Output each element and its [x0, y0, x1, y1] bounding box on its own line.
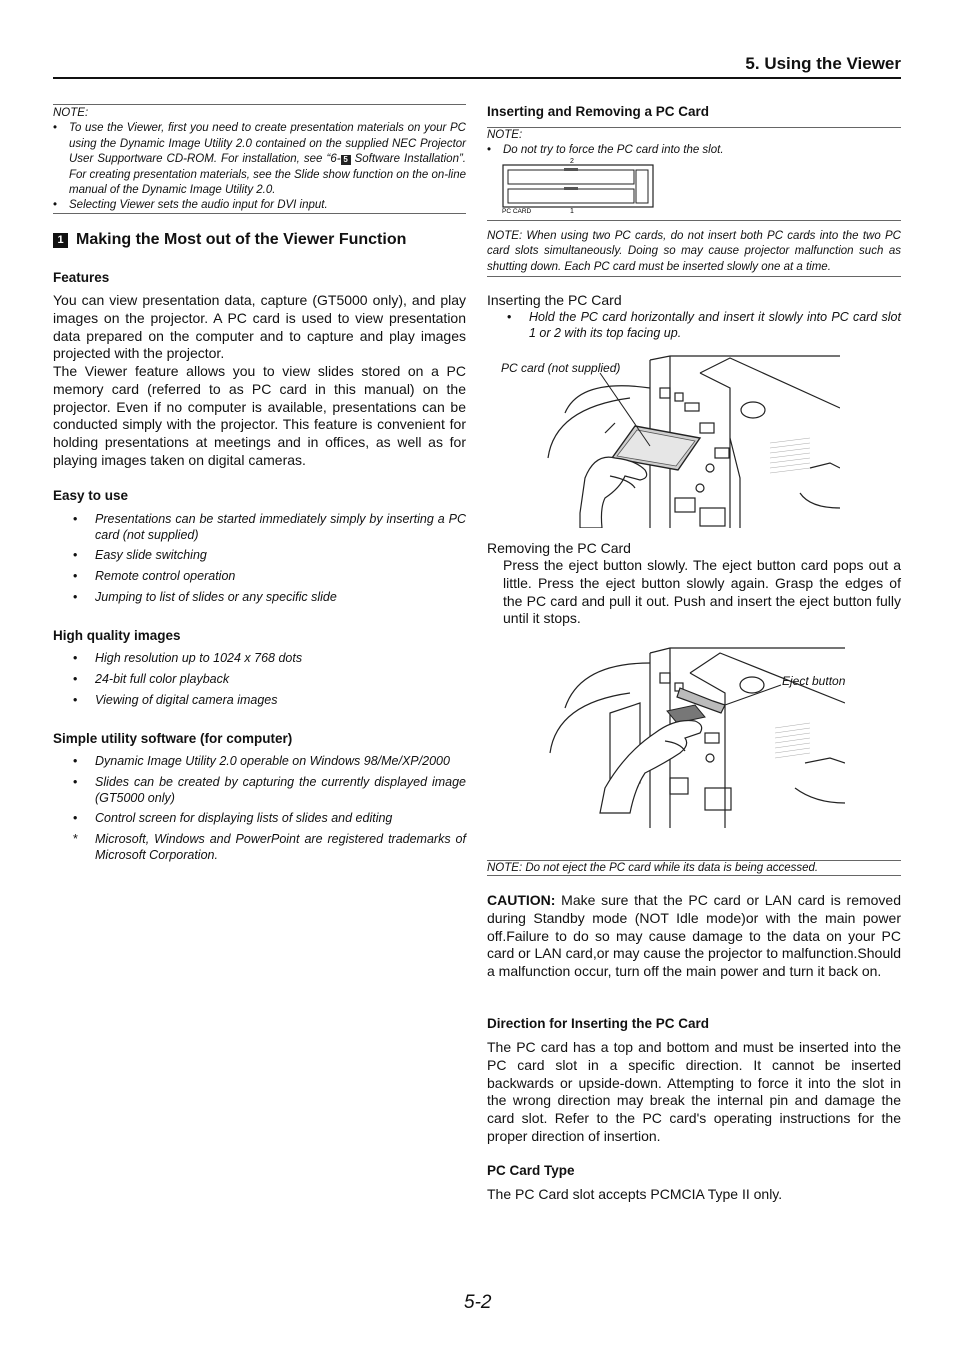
note-bullet-force: • Do not try to force the PC card into the slot.	[487, 143, 901, 158]
list-item: • Slides can be created by capturing the currently displayed image (GT5000 only)	[73, 775, 466, 805]
list-item: • Control screen for displaying lists of slides and editing	[73, 811, 393, 825]
section-heading	[53, 231, 466, 249]
eject-card-illustration	[545, 633, 845, 828]
two-cards-note: NOTE: When using two PC cards, do not insert both PC cards into the two PC card slots simultaneously. Doing so may cause projector malfunction such as shutting down. Each PC card must be inserted slowly one at a time.	[487, 230, 901, 273]
note-bullet-text-a: To use the Viewer, first you need to create presentation materials on your PC using the Dynamic Image Utility 2.0 contained on the supplied NEC Projector User Supportware CD-ROM. For installation, see “6-	[69, 122, 466, 166]
note-bottom-rule	[53, 213, 466, 214]
slot-number-1: 1	[570, 208, 574, 215]
list-item: • Jumping to list of slides or any specific slide	[73, 590, 337, 604]
list-item: • 24-bit full color playback	[73, 672, 230, 686]
cardtype-paragraph: The PC Card slot accepts PCMCIA Type II only.	[487, 1186, 783, 1202]
slot-label: PC CARD	[502, 208, 532, 215]
section-number-icon: 5	[341, 155, 351, 165]
cardtype-heading: PC Card Type	[487, 1163, 575, 1178]
insert-card-illustration	[540, 348, 840, 528]
header-rule	[53, 77, 901, 79]
remove-instructions: Press the eject button slowly. The eject button card pops out a little. Press the eject button slowly again. Grasp the edges of the PC card and pull it out. Push and insert the eject button fully until it stops.	[503, 557, 901, 627]
direction-paragraph: The PC card has a top and bottom and must be inserted into the PC card slot in a specific direction. It cannot be inserted backwards or upside-down. Attempting to force it into the slot in the wrong direction may break the internal pin and damage the card slot. Refer to the PC card's operating instructions for the proper direction of insertion.	[487, 1039, 901, 1144]
list-item: • Easy slide switching	[73, 548, 207, 562]
hand	[580, 457, 647, 528]
features-paragraph-2: The Viewer feature allows you to view slides stored on a PC memory card (referred to as PC card in this manual) on the projector. Even if no computer is available, presentations can be conducted simply with the projector. This feature is convenient for holding presentations at meetings and in offices, as well as for playing images taken on digital cameras.	[53, 363, 466, 468]
caution-label: CAUTION:	[487, 892, 556, 908]
list-item: • Dynamic Image Utility 2.0 operable on Windows 98/Me/XP/2000	[73, 754, 450, 768]
quality-heading: High quality images	[53, 628, 181, 643]
features-heading: Features	[53, 270, 110, 285]
remove-title: Removing the PC Card	[487, 540, 631, 556]
caution-text: Make sure that the PC card or LAN card is removed during Standby mode (NOT Idle mode)or with the main power off.Failure to do so may cause damage to the data on your PC card or LAN card,or may cause the projector to malfunction.Should a malfunction occur, turn off the main power and turn it back on.	[487, 892, 901, 980]
figure-caption-pc-card: PC card (not supplied)	[501, 361, 621, 375]
note-rule	[487, 875, 901, 876]
list-item: • Remote control operation	[73, 569, 236, 583]
note-bullet-text-b: Software Installation”. For creating presentation materials, see the Slide show function on the on-line manual of the Dynamic Image Utility 2.0.	[69, 153, 467, 197]
note-rule	[487, 220, 901, 221]
viewer-note	[53, 106, 466, 214]
figure-caption-eject: Eject button	[782, 674, 846, 688]
slot-number-2: 2	[570, 158, 574, 165]
list-item: • Hold the PC card horizontally and insert it slowly into PC card slot 1 or 2 with its top facing up.	[507, 310, 901, 340]
access-note: NOTE: Do not eject the PC card while its data is being accessed.	[487, 862, 819, 874]
trademark-footnote: * Microsoft, Windows and PowerPoint are registered trademarks of Microsoft Corporation.	[73, 832, 466, 862]
note-bullet-audio: • Selecting Viewer sets the audio input for DVI input.	[53, 198, 466, 213]
list-item: • High resolution up to 1024 x 768 dots	[73, 651, 303, 665]
page-header-title: 5. Using the Viewer	[745, 54, 901, 73]
features-paragraph-1: You can view presentation data, capture (GT5000 only), and play images on the projector. A PC card is used to view presentation data prepared on the computer and to capture and play images projected with the projector.	[53, 292, 466, 362]
section-number-badge: 1	[53, 233, 68, 248]
pc-card-slot-diagram	[498, 155, 663, 215]
insert-title: Inserting the PC Card	[487, 292, 622, 308]
note-label: NOTE:	[53, 107, 89, 119]
utility-heading: Simple utility software (for computer)	[53, 731, 293, 746]
note-rule	[487, 276, 901, 277]
note-top-rule	[53, 104, 466, 105]
note-bullet-install	[53, 121, 466, 198]
caution-paragraph	[487, 892, 901, 981]
easy-heading: Easy to use	[53, 488, 129, 503]
page-number: 5-2	[464, 1292, 492, 1313]
note-label: NOTE:	[487, 129, 523, 141]
section-title: Making the Most out of the Viewer Function	[76, 231, 407, 248]
inserting-heading: Inserting and Removing a PC Card	[487, 104, 710, 119]
list-item: • Presentations can be started immediately simply by inserting a PC card (not supplied)	[73, 512, 466, 542]
direction-heading: Direction for Inserting the PC Card	[487, 1016, 710, 1031]
list-item: • Viewing of digital camera images	[73, 693, 278, 707]
hand	[600, 721, 702, 814]
